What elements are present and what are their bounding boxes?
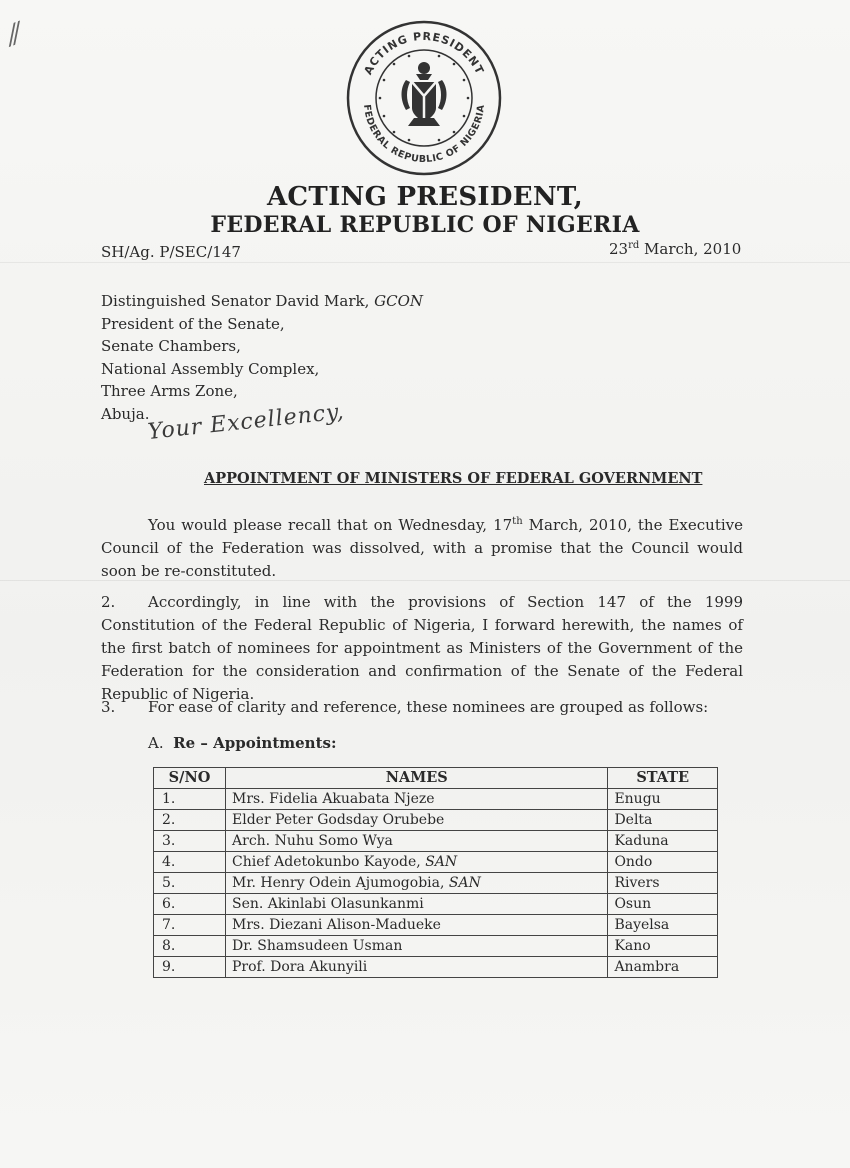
table-row bbox=[154, 936, 718, 957]
row-name: Mrs. Diezani Alison-Madueke bbox=[226, 915, 608, 936]
section-a-heading: A. Re – Appointments: bbox=[148, 734, 337, 752]
col-header-names: NAMES bbox=[226, 768, 608, 789]
addressee-name: Distinguished Senator David Mark, GCON bbox=[101, 292, 424, 310]
address-line: National Assembly Complex, bbox=[101, 359, 320, 378]
row-state: Kaduna bbox=[608, 831, 718, 852]
row-sno: 2. bbox=[154, 810, 226, 831]
table-row bbox=[154, 873, 718, 894]
seal-text-top: ACTING PRESIDENT bbox=[361, 29, 487, 77]
letterhead-title: ACTING PRESIDENT, bbox=[266, 182, 584, 212]
table-header-row bbox=[154, 768, 718, 789]
table-row bbox=[154, 831, 718, 852]
row-name: Prof. Dora Akunyili bbox=[226, 957, 608, 978]
reference-number: SH/Ag. P/SEC/147 bbox=[101, 243, 241, 261]
row-sno: 5. bbox=[154, 873, 226, 894]
handwritten-salutation: Your Excellency, bbox=[146, 399, 346, 445]
paper-fold bbox=[0, 262, 850, 263]
paragraph-1: You would please recall that on Wednesday, 17th March, 2010, the Executive Council of the Federation was dissolved, with a promise that the Council would soon be re-constituted. bbox=[101, 516, 743, 580]
row-name: Sen. Akinlabi Olasunkanmi bbox=[226, 894, 608, 915]
nominees-table bbox=[153, 767, 718, 978]
paragraph-3: 3. For ease of clarity and reference, these nominees are grouped as follows: bbox=[101, 698, 709, 716]
row-state: Delta bbox=[608, 810, 718, 831]
seal-text-bottom: FEDERAL REPUBLIC OF NIGERIA bbox=[360, 103, 488, 166]
row-name: Elder Peter Godsday Orubebe bbox=[226, 810, 608, 831]
row-name: Dr. Shamsudeen Usman bbox=[226, 936, 608, 957]
table-row bbox=[154, 957, 718, 978]
row-sno: 1. bbox=[154, 789, 226, 810]
address-line: Senate Chambers, bbox=[101, 337, 241, 355]
letter-date: 23rd March, 2010 bbox=[609, 240, 742, 258]
pen-mark: ⁄⁄ bbox=[4, 17, 25, 52]
address-line: Abuja. bbox=[101, 404, 150, 423]
table-row bbox=[154, 915, 718, 936]
paragraph-2: 2. Accordingly, in line with the provisions of Section 147 of the 1999 Constitution of the Federal Republic of Nigeria, I forward herewith, the names of the first batch of nominees for appointment as Ministers of the Government of the Federation for the consideration and confirmation of the Senate of the Federal Republic of Nigeria. bbox=[101, 593, 743, 703]
addressee-block bbox=[101, 290, 423, 425]
row-state: Rivers bbox=[608, 873, 718, 894]
address-line: President of the Senate, bbox=[101, 314, 285, 333]
row-sno: 8. bbox=[154, 936, 226, 957]
address-line: Three Arms Zone, bbox=[101, 382, 238, 400]
row-state: Anambra bbox=[608, 957, 718, 978]
row-name: Chief Adetokunbo Kayode, SAN bbox=[226, 852, 608, 873]
subject-heading: APPOINTMENT OF MINISTERS OF FEDERAL GOVERNMENT bbox=[204, 470, 703, 487]
table-row bbox=[154, 852, 718, 873]
row-state: Bayelsa bbox=[608, 915, 718, 936]
col-header-sno: S/NO bbox=[154, 768, 226, 789]
row-name: Arch. Nuhu Somo Wya bbox=[226, 831, 608, 852]
row-state: Enugu bbox=[608, 789, 718, 810]
row-sno: 9. bbox=[154, 957, 226, 978]
row-state: Osun bbox=[608, 894, 718, 915]
row-name: Mrs. Fidelia Akuabata Njeze bbox=[226, 789, 608, 810]
col-header-state: STATE bbox=[608, 768, 718, 789]
row-sno: 3. bbox=[154, 831, 226, 852]
row-state: Kano bbox=[608, 936, 718, 957]
table-row bbox=[154, 789, 718, 810]
letterhead-subtitle: FEDERAL REPUBLIC OF NIGERIA bbox=[210, 212, 640, 238]
row-sno: 7. bbox=[154, 915, 226, 936]
row-sno: 4. bbox=[154, 852, 226, 873]
table-row bbox=[154, 894, 718, 915]
table-row bbox=[154, 810, 718, 831]
row-sno: 6. bbox=[154, 894, 226, 915]
row-name: Mr. Henry Odein Ajumogobia, SAN bbox=[226, 873, 608, 894]
row-state: Ondo bbox=[608, 852, 718, 873]
acting-president-seal bbox=[344, 18, 504, 178]
